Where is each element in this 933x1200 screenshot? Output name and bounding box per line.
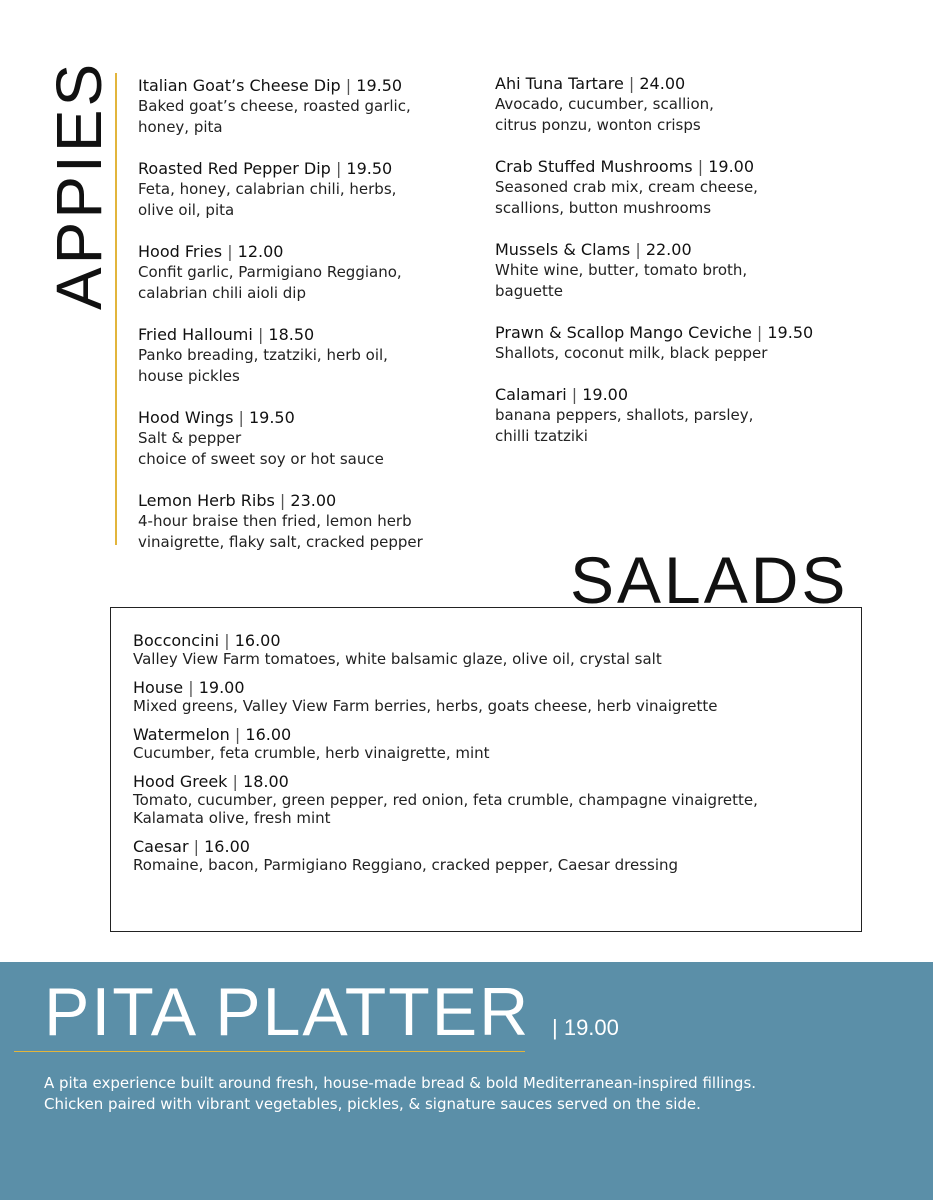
item-price: 19.50 [767,323,814,342]
item-description: 4-hour braise then fried, lemon herb [138,512,412,530]
item-description: Mixed greens, Valley View Farm berries, herbs, goats cheese, herb vinaigrette [133,697,718,715]
item-name: Italian Goat’s Cheese Dip [138,76,341,95]
pita-divider [14,1051,525,1052]
separator: | [335,159,342,178]
item-price: 19.00 [708,157,755,176]
item-description: Panko breading, tzatziki, herb oil, [138,346,388,364]
pita-platter-heading: PITA PLATTER [44,974,531,1050]
item-price: 19.50 [346,159,393,178]
item-description: calabrian chili aioli dip [138,284,306,302]
item-name: Watermelon [133,725,230,744]
menu-item [138,324,483,387]
separator: | [345,76,352,95]
menu-item [138,407,483,470]
item-description: olive oil, pita [138,201,235,219]
separator: | [188,678,194,697]
item-name: Fried Halloumi [138,325,253,344]
salads-list [133,632,758,885]
item-description: White wine, butter, tomato broth, [495,261,748,279]
menu-item [495,73,915,136]
menu-item [495,384,915,447]
item-price: 19.50 [356,76,403,95]
menu-item [133,679,758,715]
separator: | [227,242,233,261]
menu-item [133,838,758,874]
separator: | [628,74,635,93]
item-name: Crab Stuffed Mushrooms [495,157,693,176]
item-description: Cucumber, feta crumble, herb vinaigrette, mint [133,744,490,762]
separator: | [571,385,578,404]
item-price: 22.00 [645,240,692,259]
item-description: house pickles [138,367,240,385]
appies-divider [115,73,117,545]
item-description: choice of sweet soy or hot sauce [138,450,384,468]
item-name: Mussels & Clams [495,240,631,259]
item-price: 24.00 [639,74,686,93]
item-name: Caesar [133,837,189,856]
separator: | [232,772,238,791]
item-description: scallions, button mushrooms [495,199,712,217]
item-name: Bocconcini [133,631,220,650]
appies-heading: APPIES [43,60,115,310]
item-description: Salt & pepper [138,429,242,447]
item-name: Calamari [495,385,567,404]
menu-item [133,773,758,827]
item-description: Confit garlic, Parmigiano Reggiano, [138,263,402,281]
item-description: chilli tzatziki [495,427,588,445]
menu-item [495,239,915,302]
pita-platter-banner [0,962,933,1200]
menu-item [133,632,758,668]
separator: | [224,631,230,650]
item-price: 18.50 [268,325,315,344]
appies-left-column [138,75,483,573]
item-price: 16.00 [234,631,281,650]
menu-item [138,241,483,304]
item-price: 16.00 [204,837,250,856]
menu-item [495,156,915,219]
item-description: Shallots, coconut milk, black pepper [495,344,768,362]
appies-right-column [495,73,915,467]
item-description: Baked goat’s cheese, roasted garlic, [138,97,411,115]
salads-heading: SALADS [570,543,849,617]
separator: | [756,323,763,342]
item-description: Kalamata olive, fresh mint [133,809,331,827]
item-description: Romaine, bacon, Parmigiano Reggiano, cracked pepper, Caesar dressing [133,856,679,874]
separator: | [279,491,286,510]
item-description: Avocado, cucumber, scallion, [495,95,714,113]
item-description: Valley View Farm tomatoes, white balsamic glaze, olive oil, crystal salt [133,650,662,668]
menu-item [138,75,483,138]
menu-item [495,322,915,364]
pita-platter-price: | 19.00 [552,1015,619,1040]
item-description: honey, pita [138,118,223,136]
item-price: 19.00 [198,678,245,697]
item-description: Feta, honey, calabrian chili, herbs, [138,180,397,198]
item-price: 23.00 [290,491,337,510]
item-price: 19.50 [248,408,295,427]
item-description: baguette [495,282,563,300]
item-name: Hood Greek [133,772,228,791]
item-name: House [133,678,184,697]
item-description: Tomato, cucumber, green pepper, red onion, feta crumble, champagne vinaigrette, [133,791,758,809]
item-price: 12.00 [237,242,284,261]
item-name: Prawn & Scallop Mango Ceviche [495,323,752,342]
item-description: citrus ponzu, wonton crisps [495,116,701,134]
pita-platter-description [44,1073,756,1115]
item-description: vinaigrette, flaky salt, cracked pepper [138,533,423,551]
item-name: Lemon Herb Ribs [138,491,275,510]
salads-box [110,607,862,932]
separator: | [238,408,244,427]
item-description: Seasoned crab mix, cream cheese, [495,178,758,196]
separator: | [635,240,641,259]
item-description: banana peppers, shallots, parsley, [495,406,754,424]
description-line: A pita experience built around fresh, house-made bread & bold Mediterranean-inspired fillings. [44,1074,757,1092]
item-name: Ahi Tuna Tartare [495,74,624,93]
item-price: 19.00 [582,385,629,404]
item-price: 18.00 [243,772,289,791]
item-name: Roasted Red Pepper Dip [138,159,331,178]
item-name: Hood Fries [138,242,223,261]
item-name: Hood Wings [138,408,234,427]
menu-item [133,726,758,762]
separator: | [193,837,200,856]
item-price: 16.00 [245,725,292,744]
description-line: Chicken paired with vibrant vegetables, pickles, & signature sauces served on the side. [44,1095,701,1113]
separator: | [234,725,241,744]
menu-item [138,158,483,221]
separator: | [257,325,264,344]
menu-item [138,490,483,553]
separator: | [697,157,704,176]
